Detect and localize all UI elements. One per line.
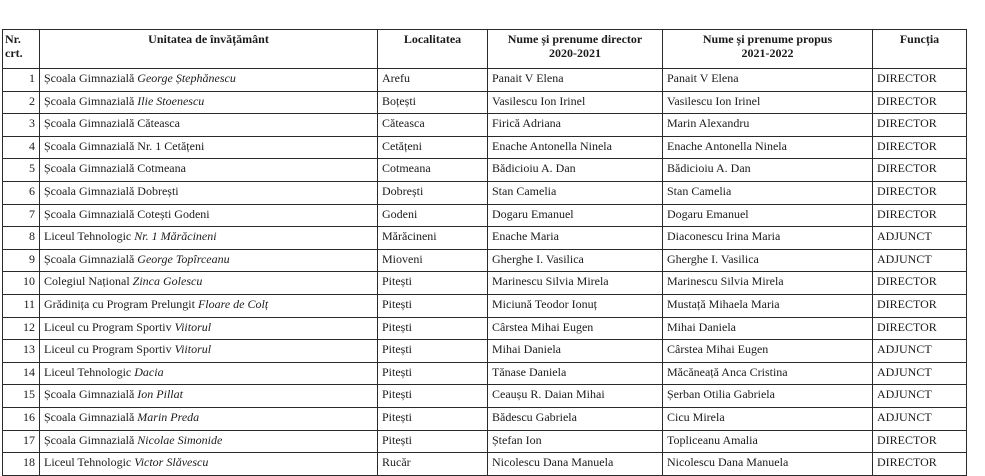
cell-director: Gherghe I. Vasilica — [488, 249, 663, 272]
cell-director: Bădicioiu A. Dan — [488, 159, 663, 182]
cell-nr: 8 — [3, 227, 40, 250]
cell-director: Firică Adriana — [488, 114, 663, 137]
cell-director: Ceaușu R. Daian Mihai — [488, 385, 663, 408]
cell-locality: Godeni — [378, 204, 488, 227]
cell-unit — [40, 136, 378, 159]
cell-director: Enache Antonella Ninela — [488, 136, 663, 159]
cell-unit — [40, 114, 378, 137]
cell-proposed: Stan Camelia — [663, 181, 873, 204]
cell-unit — [40, 385, 378, 408]
table-row — [3, 385, 967, 408]
unit-name: Nicolae Simonide — [137, 432, 223, 447]
cell-proposed: Topliceanu Amalia — [663, 430, 873, 453]
unit-prefix: Școala Gimnazială — [44, 409, 138, 424]
unit-name: Nr. 1 Mărăcineni — [134, 229, 217, 244]
cell-unit — [40, 159, 378, 182]
cell-locality: Rucăr — [378, 453, 488, 476]
cell-nr: 9 — [3, 249, 40, 272]
cell-function: DIRECTOR — [873, 136, 967, 159]
cell-proposed: Marinescu Silvia Mirela — [663, 272, 873, 295]
cell-nr: 10 — [3, 272, 40, 295]
unit-name: Dacia — [134, 364, 164, 379]
table-row — [3, 181, 967, 204]
table-row — [3, 317, 967, 340]
cell-locality: Cetățeni — [378, 136, 488, 159]
unit-prefix: Școala Gimnazială — [44, 251, 138, 266]
unit-prefix: Liceul Tehnologic — [44, 364, 135, 379]
cell-locality: Pitești — [378, 340, 488, 363]
header-unit: Unitatea de învățământ — [40, 30, 378, 69]
cell-nr: 7 — [3, 204, 40, 227]
cell-unit — [40, 272, 378, 295]
cell-proposed: Măcăneață Anca Cristina — [663, 362, 873, 385]
cell-director: Dogaru Emanuel — [488, 204, 663, 227]
cell-director: Stan Camelia — [488, 181, 663, 204]
unit-name: George Ștephănescu — [137, 71, 236, 85]
cell-proposed: Bădicioiu A. Dan — [663, 159, 873, 182]
table-row — [3, 430, 967, 453]
cell-function: DIRECTOR — [873, 430, 967, 453]
cell-locality: Cotmeana — [378, 159, 488, 182]
cell-nr: 12 — [3, 317, 40, 340]
unit-name: Ion Pillat — [137, 387, 183, 402]
table-row — [3, 249, 967, 272]
header-function: Funcția — [873, 30, 967, 69]
cell-function: DIRECTOR — [873, 294, 967, 317]
cell-proposed: Dogaru Emanuel — [663, 204, 873, 227]
header-proposed: Nume și prenume propus 2021-2022 — [663, 30, 873, 69]
unit-prefix: Școala Gimnazială — [44, 93, 138, 108]
cell-nr: 5 — [3, 159, 40, 182]
cell-unit — [40, 453, 378, 476]
table-row — [3, 69, 967, 92]
unit-name: Marin Preda — [137, 409, 200, 424]
cell-nr: 2 — [3, 91, 40, 114]
cell-director: Tănase Daniela — [488, 362, 663, 385]
cell-proposed: Marin Alexandru — [663, 114, 873, 137]
unit-name: Victor Slăvescu — [134, 455, 209, 470]
cell-unit — [40, 181, 378, 204]
cell-locality: Pitești — [378, 385, 488, 408]
cell-director: Cârstea Mihai Eugen — [488, 317, 663, 340]
directors-table — [2, 29, 967, 476]
cell-director: Panait V Elena — [488, 69, 663, 92]
table-row — [3, 407, 967, 430]
cell-nr: 13 — [3, 340, 40, 363]
cell-nr: 3 — [3, 114, 40, 137]
table-row — [3, 294, 967, 317]
unit-prefix: Școala Gimnazială — [44, 432, 138, 447]
cell-nr: 15 — [3, 385, 40, 408]
cell-locality: Pitești — [378, 430, 488, 453]
cell-nr: 16 — [3, 407, 40, 430]
table-row — [3, 227, 967, 250]
unit-prefix: Grădinița cu Program Prelungit — [44, 296, 198, 311]
cell-function: DIRECTOR — [873, 69, 967, 92]
cell-unit — [40, 407, 378, 430]
cell-unit — [40, 430, 378, 453]
cell-function: DIRECTOR — [873, 453, 967, 476]
cell-function: ADJUNCT — [873, 407, 967, 430]
cell-director: Vasilescu Ion Irinel — [488, 91, 663, 114]
cell-director: Enache Maria — [488, 227, 663, 250]
cell-locality: Pitești — [378, 294, 488, 317]
cell-unit — [40, 340, 378, 363]
unit-name: Ilie Stoenescu — [137, 93, 205, 108]
cell-locality: Mioveni — [378, 249, 488, 272]
cell-nr: 1 — [3, 69, 40, 92]
table-row — [3, 453, 967, 476]
cell-proposed: Mustață Mihaela Maria — [663, 294, 873, 317]
cell-unit — [40, 249, 378, 272]
cell-proposed: Enache Antonella Ninela — [663, 136, 873, 159]
cell-locality: Mărăcineni — [378, 227, 488, 250]
table-row — [3, 204, 967, 227]
header-nr: Nr. crt. — [3, 30, 40, 69]
cell-proposed: Vasilescu Ion Irinel — [663, 91, 873, 114]
cell-locality: Dobrești — [378, 181, 488, 204]
table-row — [3, 159, 967, 182]
unit-prefix: Liceul cu Program Sportiv — [44, 319, 175, 334]
cell-unit — [40, 69, 378, 92]
header-locality: Localitatea — [378, 30, 488, 69]
cell-function: ADJUNCT — [873, 227, 967, 250]
cell-proposed: Panait V Elena — [663, 69, 873, 92]
cell-director: Mihai Daniela — [488, 340, 663, 363]
cell-proposed: Gherghe I. Vasilica — [663, 249, 873, 272]
unit-name: Floare de Colț — [197, 296, 269, 311]
cell-unit — [40, 362, 378, 385]
unit-prefix: Liceul Tehnologic — [44, 229, 135, 244]
unit-prefix: Liceul Tehnologic — [44, 455, 135, 470]
cell-locality: Pitești — [378, 407, 488, 430]
table-row — [3, 340, 967, 363]
unit-prefix: Școala Gimnazială Nr. 1 Cetățeni — [44, 138, 205, 153]
cell-locality: Arefu — [378, 69, 488, 92]
table-header-row — [3, 30, 967, 69]
table-row — [3, 272, 967, 295]
cell-function: DIRECTOR — [873, 181, 967, 204]
unit-prefix: Școala Gimnazială Cotmeana — [44, 161, 186, 176]
cell-proposed: Mihai Daniela — [663, 317, 873, 340]
cell-locality: Boțești — [378, 91, 488, 114]
cell-function: ADJUNCT — [873, 385, 967, 408]
cell-function: DIRECTOR — [873, 159, 967, 182]
cell-director: Bădescu Gabriela — [488, 407, 663, 430]
cell-nr: 17 — [3, 430, 40, 453]
cell-unit — [40, 91, 378, 114]
cell-nr: 18 — [3, 453, 40, 476]
cell-director: Miciună Teodor Ionuț — [488, 294, 663, 317]
unit-prefix: Liceul cu Program Sportiv — [44, 342, 175, 357]
unit-prefix: Școala Gimnazială Căteasca — [44, 116, 180, 131]
cell-director: Ștefan Ion — [488, 430, 663, 453]
cell-nr: 6 — [3, 181, 40, 204]
cell-function: ADJUNCT — [873, 249, 967, 272]
cell-locality: Pitești — [378, 317, 488, 340]
unit-name: George Topîrceanu — [137, 251, 230, 266]
cell-proposed: Cicu Mirela — [663, 407, 873, 430]
table-row — [3, 136, 967, 159]
cell-locality: Pitești — [378, 362, 488, 385]
cell-nr: 4 — [3, 136, 40, 159]
cell-function: DIRECTOR — [873, 114, 967, 137]
cell-locality: Pitești — [378, 272, 488, 295]
cell-proposed: Șerban Otilia Gabriela — [663, 385, 873, 408]
cell-proposed: Cârstea Mihai Eugen — [663, 340, 873, 363]
header-director: Nume și prenume director 2020-2021 — [488, 30, 663, 69]
cell-unit — [40, 227, 378, 250]
unit-prefix: Școala Gimnazială — [44, 71, 138, 85]
cell-proposed: Diaconescu Irina Maria — [663, 227, 873, 250]
cell-director: Marinescu Silvia Mirela — [488, 272, 663, 295]
cell-function: ADJUNCT — [873, 362, 967, 385]
cell-locality: Căteasca — [378, 114, 488, 137]
cell-proposed: Nicolescu Dana Manuela — [663, 453, 873, 476]
unit-prefix: Colegiul Național — [44, 274, 133, 289]
cell-unit — [40, 204, 378, 227]
cell-nr: 11 — [3, 294, 40, 317]
cell-function: DIRECTOR — [873, 204, 967, 227]
cell-nr: 14 — [3, 362, 40, 385]
unit-prefix: Școala Gimnazială — [44, 387, 138, 402]
cell-function: DIRECTOR — [873, 317, 967, 340]
cell-unit — [40, 317, 378, 340]
unit-prefix: Școala Gimnazială Dobrești — [44, 183, 179, 198]
unit-name: Zinca Golescu — [132, 274, 203, 289]
cell-function: DIRECTOR — [873, 91, 967, 114]
table-row — [3, 114, 967, 137]
unit-name: Viitorul — [174, 319, 212, 334]
unit-prefix: Școala Gimnazială Cotești Godeni — [44, 206, 210, 221]
unit-name: Viitorul — [174, 342, 212, 357]
cell-unit — [40, 294, 378, 317]
table-row — [3, 362, 967, 385]
cell-function: DIRECTOR — [873, 272, 967, 295]
table-row — [3, 91, 967, 114]
cell-function: ADJUNCT — [873, 340, 967, 363]
cell-director: Nicolescu Dana Manuela — [488, 453, 663, 476]
